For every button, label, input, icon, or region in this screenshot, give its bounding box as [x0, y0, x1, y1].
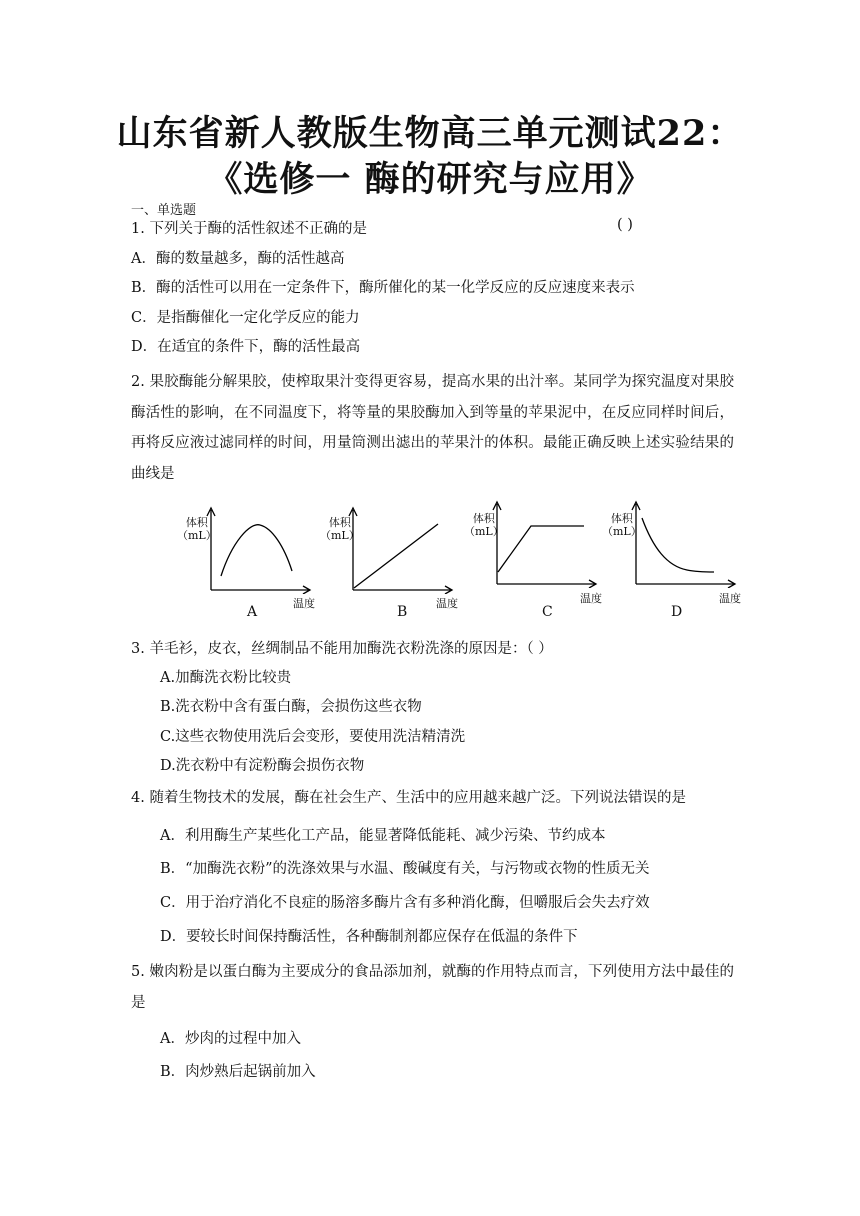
graph-a-ylabel: 体积 （mL）	[177, 516, 217, 542]
q3-option-b: B.洗衣粉中含有蛋白酶，会损伤这些衣物	[160, 699, 422, 715]
graph-d-xlabel: 温度	[719, 592, 741, 605]
q3-option-d: D.洗衣粉中有淀粉酶会损伤衣物	[160, 758, 365, 774]
q1-option-b: B．酶的活性可以用在一定条件下，酶所催化的某一化学反应的反应速度来表示	[131, 280, 635, 296]
graph-c-xlabel: 温度	[580, 592, 602, 605]
q5-option-a: A．炒肉的过程中加入	[160, 1031, 301, 1047]
q3-option-a: A.加酶洗衣粉比较贵	[160, 670, 292, 686]
graph-c	[486, 498, 598, 588]
q3-stem: 3. 羊毛衫，皮衣，丝绸制品不能用加酶洗衣粉洗涤的原因是：（ ）	[131, 641, 553, 657]
q1-option-d: D．在适宜的条件下，酶的活性最高	[131, 339, 361, 355]
graph-c-ylabel: 体积 （mL）	[464, 512, 504, 538]
graph-a-xlabel: 温度	[293, 597, 315, 610]
q5-option-b: B．肉炒熟后起锅前加入	[160, 1064, 316, 1080]
graph-b-xlabel: 温度	[436, 597, 458, 610]
graph-d-ylabel: 体积 （mL）	[602, 512, 642, 538]
graph-a	[200, 504, 312, 594]
q4-stem: 4. 随着生物技术的发展，酶在社会生产、生活中的应用越来越广泛。下列说法错误的是	[131, 790, 686, 806]
graph-a-curve	[221, 525, 292, 576]
graph-b-caption: B	[397, 604, 408, 620]
page-title-line2: 《选修一 酶的研究与应用》	[207, 159, 653, 200]
graph-b-ylabel: 体积 （mL）	[320, 516, 360, 542]
q4-option-d: D．要较长时间保持酶活性，各种酶制剂都应保存在低温的条件下	[160, 929, 578, 945]
graph-d	[625, 498, 737, 588]
graph-b-curve	[354, 524, 438, 588]
q5-stem: 5. 嫩肉粉是以蛋白酶为主要成分的食品添加剂，就酶的作用特点而言，下列使用方法中最佳的是	[131, 964, 734, 1011]
q2-stem: 2. 果胶酶能分解果胶，使榨取果汁变得更容易，提高水果的出汁率。某同学为探究温度对果胶酶活性的影响，在不同温度下，将等量的果胶酶加入到等量的苹果泥中，在反应同样时间后，再将反应液过滤同样的时间，用量筒测出滤出的苹果汁的体积。最能正确反映上述实验结果的曲线是	[131, 374, 734, 482]
graph-b	[342, 504, 454, 594]
q1-option-a: A．酶的数量越多，酶的活性越高	[131, 251, 345, 267]
q1-stem: 1. 下列关于酶的活性叙述不正确的是	[131, 221, 367, 237]
graph-a-caption: A	[247, 604, 258, 620]
q1-option-c: C．是指酶催化一定化学反应的能力	[131, 310, 360, 326]
q4-option-c: C．用于治疗消化不良症的肠溶多酶片含有多种消化酶，但嚼服后会失去疗效	[160, 895, 650, 911]
q4-option-b: B．“加酶洗衣粉”的洗涤效果与水温、酸碱度有关，与污物或衣物的性质无关	[160, 861, 650, 877]
graph-d-curve	[642, 518, 714, 572]
graph-c-caption: C	[542, 604, 553, 620]
graph-d-caption: D	[671, 604, 683, 620]
q4-option-a: A．利用酶生产某些化工产品，能显著降低能耗、减少污染、节约成本	[160, 828, 606, 844]
graph-c-curve	[498, 526, 584, 572]
q1-answer-blank: ( )	[617, 217, 633, 233]
q3-option-c: C.这些衣物使用洗后会变形，要使用洗洁精清洗	[160, 729, 466, 745]
section-heading: 一、单选题	[131, 203, 197, 218]
page-title-line1: 山东省新人教版生物高三单元测试22：	[116, 113, 744, 154]
